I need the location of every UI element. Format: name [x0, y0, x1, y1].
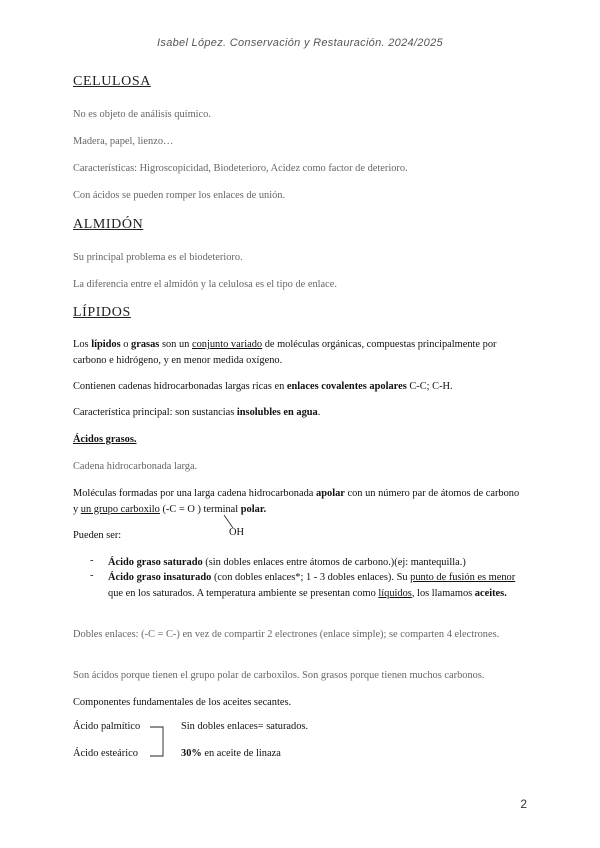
oh-label: OH — [229, 527, 245, 538]
cadena-line: Cadena hidrocarbonada larga. — [73, 461, 198, 472]
componentes-heading: Componentes fundamentales de los aceites secantes. — [73, 697, 292, 708]
bullet-saturado: Ácido graso saturado (sin dobles enlaces entre átomos de carbono.)(ej: mantequilla.) — [108, 557, 466, 568]
lipidos-paragraph-3: Característica principal: son sustancias insolubles en agua. — [73, 407, 321, 418]
bracket-icon — [148, 725, 168, 759]
bullet-insaturado: Ácido graso insaturado (con dobles enlaces*; 1 - 3 dobles enlaces). Su punto de fusión es menor que en los saturados. A temperatura ambiente se presentan como líquidos, los llamamos aceites. — [108, 572, 516, 599]
lipidos-paragraph-4: Moléculas formadas por una larga cadena hidrocarbonada apolar con un número par de átomos de carbono y un grupo carboxilo (-C = O ) terminal polar. — [73, 488, 520, 515]
dobles-enlaces: Dobles enlaces: (-C = C-) en vez de compartir 2 electrones (enlace simple); se comparten 4 electrones. — [73, 629, 500, 640]
almidon-line-2: La diferencia entre el almidón y la celulosa es el tipo de enlace. — [73, 279, 337, 290]
son-acidos: Son ácidos porque tienen el grupo polar de carboxilos. Son grasos porque tienen muchos carbonos. — [73, 670, 485, 681]
pueden-ser: Pueden ser: — [73, 530, 122, 541]
heading-almidon: ALMIDÓN — [73, 217, 144, 232]
celulosa-line-4: Con ácidos se pueden romper los enlaces de unión. — [73, 190, 286, 201]
acido-estearico: Ácido esteárico — [73, 748, 138, 759]
page-number: 2 — [520, 797, 527, 811]
lipidos-paragraph-2: Contienen cadenas hidrocarbonadas largas ricas en enlaces covalentes apolares C-C; C-H. — [73, 381, 453, 392]
acidos-grasos-heading: Ácidos grasos. — [73, 434, 137, 445]
celulosa-line-3: Características: Higroscopicidad, Biodeterioro, Acidez como factor de deterioro. — [73, 163, 408, 174]
celulosa-line-2: Madera, papel, lienzo… — [73, 136, 174, 147]
heading-lipidos: LÍPIDOS — [73, 305, 131, 320]
lipidos-paragraph-1: Los lípidos o grasas son un conjunto variado de moléculas orgánicas, compuestas principalmente por carbono e hidrógeno, y en menor medida oxígeno. — [73, 339, 497, 366]
bullet-marker: - — [90, 570, 94, 581]
bullet-marker: - — [90, 555, 94, 566]
sin-dobles: Sin dobles enlaces= saturados. — [181, 721, 309, 732]
celulosa-line-1: No es objeto de análisis químico. — [73, 109, 211, 120]
linaza-line: 30% en aceite de linaza — [181, 748, 281, 759]
acido-palmitico: Ácido palmítico — [73, 721, 141, 732]
heading-celulosa: CELULOSA — [73, 74, 151, 89]
almidon-line-1: Su principal problema es el biodeterioro. — [73, 252, 243, 263]
running-header: Isabel López. Conservación y Restauración. 2024/2025 — [157, 37, 443, 49]
